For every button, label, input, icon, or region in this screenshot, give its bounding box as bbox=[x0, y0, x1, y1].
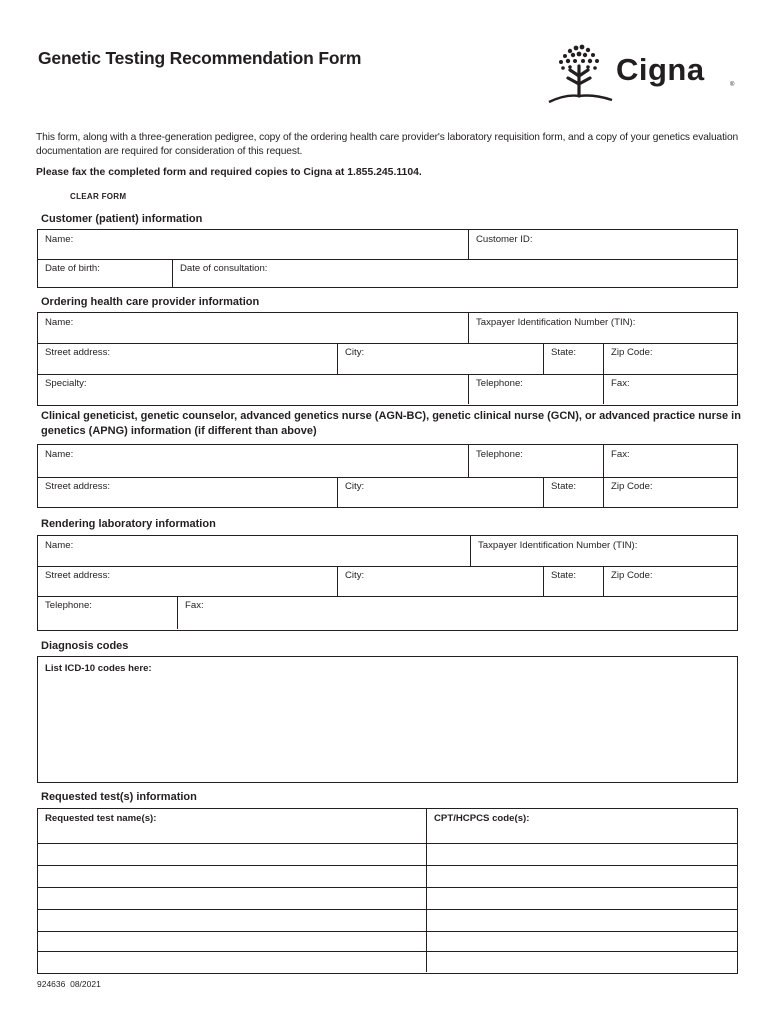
customer-id-field[interactable] bbox=[468, 230, 737, 259]
date-of-birth-field[interactable] bbox=[38, 259, 172, 287]
lab-row-1 bbox=[38, 536, 737, 567]
cigna-wordmark: Cigna bbox=[616, 52, 705, 87]
geneticist-city-field[interactable] bbox=[337, 477, 543, 507]
provider-section-heading: Ordering health care provider information bbox=[41, 296, 260, 308]
table-row bbox=[38, 865, 737, 888]
geneticist-street-field[interactable] bbox=[38, 477, 337, 507]
lab-name-field[interactable] bbox=[38, 536, 470, 566]
tests-table bbox=[37, 808, 738, 974]
geneticist-name-label: Name: bbox=[45, 449, 74, 460]
lab-telephone-field[interactable] bbox=[38, 596, 177, 629]
provider-name-field[interactable] bbox=[38, 313, 468, 343]
cpt-code-input[interactable] bbox=[426, 931, 737, 951]
consultation-date-label: Date of consultation: bbox=[180, 263, 268, 274]
lab-city-label: City: bbox=[345, 570, 365, 581]
test-name-column-header bbox=[38, 809, 426, 843]
provider-tin-label: Taxpayer Identification Number (TIN): bbox=[476, 317, 636, 328]
provider-fax-field[interactable] bbox=[603, 374, 737, 404]
test-name-input[interactable] bbox=[38, 931, 426, 951]
lab-zip-field[interactable] bbox=[603, 566, 737, 596]
lab-section-heading: Rendering laboratory information bbox=[41, 518, 216, 530]
geneticist-section-heading: Clinical geneticist, genetic counselor, advanced genetics nurse (AGN-BC), genetic clinical nurse (GCN), or advanced practice nurse in genetics (APNG) information (if different than above) bbox=[41, 410, 741, 437]
geneticist-street-label: Street address: bbox=[45, 481, 111, 492]
provider-telephone-label: Telephone: bbox=[476, 378, 523, 389]
test-name-input[interactable] bbox=[38, 951, 426, 972]
tests-section-heading: Requested test(s) information bbox=[41, 791, 197, 803]
table-row bbox=[38, 843, 737, 866]
geneticist-fax-label: Fax: bbox=[611, 449, 630, 460]
provider-fax-label: Fax: bbox=[611, 378, 630, 389]
geneticist-state-field[interactable] bbox=[543, 477, 603, 507]
provider-street-label: Street address: bbox=[45, 347, 111, 358]
provider-info-box bbox=[37, 312, 738, 406]
customer-name-label: Name: bbox=[45, 234, 74, 245]
provider-city-label: City: bbox=[345, 347, 365, 358]
geneticist-city-label: City: bbox=[345, 481, 365, 492]
customer-id-label: Customer ID: bbox=[476, 234, 533, 245]
clear-form-button[interactable]: CLEAR FORM bbox=[70, 192, 127, 201]
table-row bbox=[38, 931, 737, 952]
fax-instructions: Please fax the completed form and required copies to Cigna at 1.855.245.1104. bbox=[36, 167, 422, 178]
geneticist-name-field[interactable] bbox=[38, 445, 468, 477]
cpt-code-input[interactable] bbox=[426, 843, 737, 865]
provider-row-2 bbox=[38, 343, 737, 375]
lab-fax-label: Fax: bbox=[185, 600, 204, 611]
lab-row-2 bbox=[38, 566, 737, 597]
icd10-prompt: List ICD-10 codes here: bbox=[45, 663, 152, 674]
lab-tin-field[interactable] bbox=[470, 536, 737, 566]
geneticist-telephone-label: Telephone: bbox=[476, 449, 523, 460]
lab-tin-label: Taxpayer Identification Number (TIN): bbox=[478, 540, 638, 551]
customer-section-heading: Customer (patient) information bbox=[41, 213, 203, 225]
lab-telephone-label: Telephone: bbox=[45, 600, 92, 611]
provider-specialty-label: Specialty: bbox=[45, 378, 87, 389]
test-name-input[interactable] bbox=[38, 887, 426, 909]
tree-of-life-icon bbox=[546, 44, 614, 108]
lab-city-field[interactable] bbox=[337, 566, 543, 596]
cpt-code-input[interactable] bbox=[426, 909, 737, 931]
cpt-code-input[interactable] bbox=[426, 887, 737, 909]
provider-tin-field[interactable] bbox=[468, 313, 737, 343]
provider-state-label: State: bbox=[551, 347, 577, 358]
provider-telephone-field[interactable] bbox=[468, 374, 603, 404]
consultation-date-field[interactable] bbox=[172, 259, 737, 287]
test-name-input[interactable] bbox=[38, 909, 426, 931]
table-row bbox=[38, 909, 737, 932]
lab-fax-field[interactable] bbox=[177, 596, 737, 629]
table-row bbox=[38, 887, 737, 910]
cigna-logo bbox=[546, 44, 736, 108]
customer-row-1 bbox=[38, 230, 737, 260]
lab-state-label: State: bbox=[551, 570, 577, 581]
date-of-birth-label: Date of birth: bbox=[45, 263, 100, 274]
lab-name-label: Name: bbox=[45, 540, 74, 551]
geneticist-state-label: State: bbox=[551, 481, 577, 492]
provider-zip-label: Zip Code: bbox=[611, 347, 653, 358]
tests-header-row bbox=[38, 809, 737, 844]
lab-row-3 bbox=[38, 596, 737, 629]
customer-name-field[interactable] bbox=[38, 230, 468, 259]
lab-info-box bbox=[37, 535, 738, 631]
table-row bbox=[38, 951, 737, 972]
form-title: Genetic Testing Recommendation Form bbox=[38, 48, 362, 68]
diagnosis-section-heading: Diagnosis codes bbox=[41, 640, 129, 652]
cpt-code-input[interactable] bbox=[426, 951, 737, 972]
customer-info-box bbox=[37, 229, 738, 288]
provider-row-1 bbox=[38, 313, 737, 344]
geneticist-fax-field[interactable] bbox=[603, 445, 737, 477]
intro-text: This form, along with a three-generation pedigree, copy of the ordering health care provider's laboratory requisition form, and a copy of your genetics evaluation documentation are required for consideration of this request. bbox=[36, 132, 739, 157]
geneticist-zip-field[interactable] bbox=[603, 477, 737, 507]
geneticist-row-1 bbox=[38, 445, 737, 478]
provider-row-3 bbox=[38, 374, 737, 404]
customer-row-2 bbox=[38, 259, 737, 287]
provider-specialty-field[interactable] bbox=[38, 374, 468, 404]
form-number: 924636 08/2021 bbox=[37, 979, 101, 989]
cpt-code-input[interactable] bbox=[426, 865, 737, 887]
geneticist-zip-label: Zip Code: bbox=[611, 481, 653, 492]
lab-street-label: Street address: bbox=[45, 570, 111, 581]
provider-city-field[interactable] bbox=[337, 343, 543, 374]
lab-street-field[interactable] bbox=[38, 566, 337, 596]
lab-state-field[interactable] bbox=[543, 566, 603, 596]
provider-zip-field[interactable] bbox=[603, 343, 737, 374]
lab-zip-label: Zip Code: bbox=[611, 570, 653, 581]
provider-name-label: Name: bbox=[45, 317, 74, 328]
provider-state-field[interactable] bbox=[543, 343, 603, 374]
cpt-code-header-label: CPT/HCPCS code(s): bbox=[434, 813, 530, 824]
geneticist-info-box bbox=[37, 444, 738, 508]
diagnosis-codes-box[interactable] bbox=[37, 656, 738, 783]
cpt-code-column-header bbox=[426, 809, 737, 843]
provider-street-field[interactable] bbox=[38, 343, 337, 374]
geneticist-telephone-field[interactable] bbox=[468, 445, 603, 477]
registered-mark: ® bbox=[730, 82, 735, 88]
test-name-input[interactable] bbox=[38, 865, 426, 887]
test-name-input[interactable] bbox=[38, 843, 426, 865]
geneticist-row-2 bbox=[38, 477, 737, 507]
test-name-header-label: Requested test name(s): bbox=[45, 813, 157, 824]
